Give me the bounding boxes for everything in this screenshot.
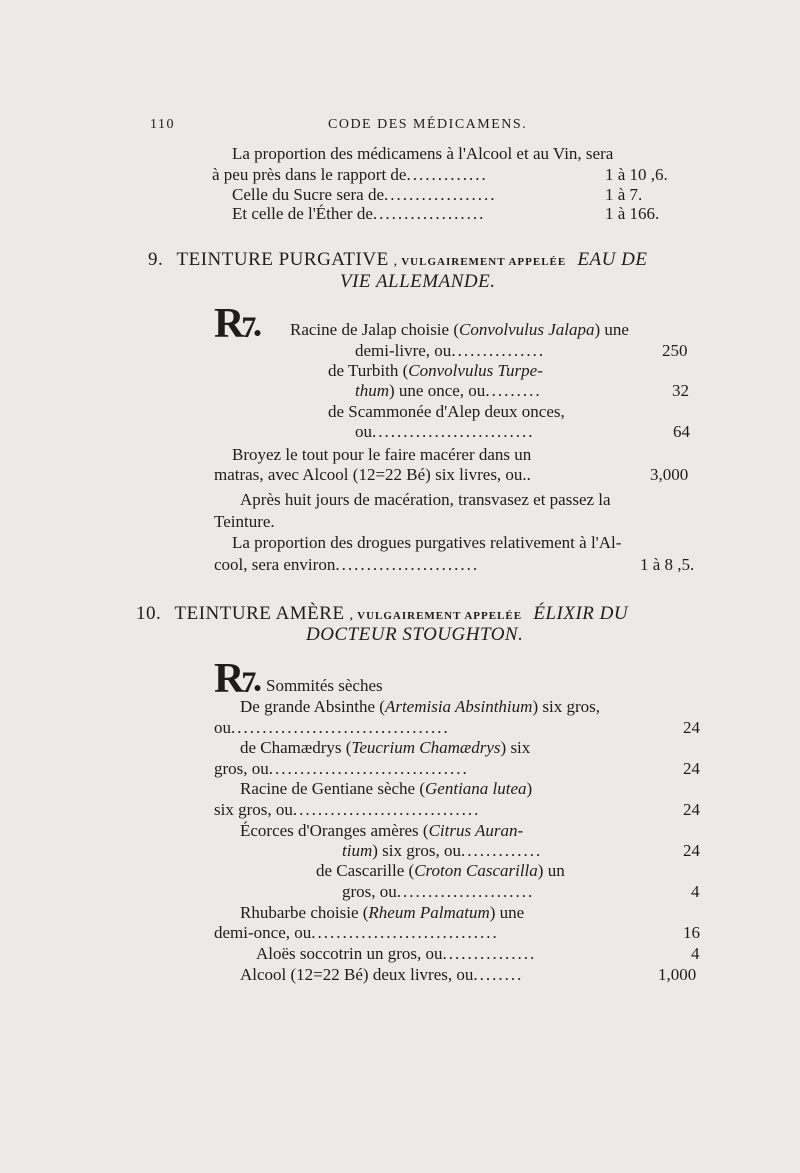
s10-line-4-value: 24 (683, 759, 700, 778)
section-9-title-italic-1: EAU DE (577, 249, 648, 270)
s9-item-5: de Scammonée d'Alep deux onces, (328, 402, 565, 421)
s10-line-14: Alcool (12=22 Bé) deux livres, ou........ (240, 965, 524, 984)
section-10-number: 10. (136, 603, 162, 624)
s9-item-3-latin: Convolvulus Turpe- (408, 361, 543, 380)
s10-line-13: Aloës soccotrin un gros, ou............... (256, 944, 537, 963)
section-10-title: TEINTURE AMÈRE (174, 603, 345, 624)
s10-line-14-text: Alcool (12=22 Bé) deux livres, ou (240, 965, 474, 984)
s10-line-6-value: 24 (683, 800, 700, 819)
s9-para-3-line-1: La proportion des drogues purgatives relativement à l'Al- (232, 533, 622, 552)
s9-item-2-text: demi-livre, ou (355, 341, 452, 360)
s10-line-1-latin: Artemisia Absinthium (384, 697, 533, 716)
section-9-title: TEINTURE PURGATIVE (176, 249, 389, 270)
s10-line-10-value: 4 (691, 882, 700, 901)
s9-para-3-value: 1 à 8 ,5. (640, 555, 695, 574)
s9-item-4-latin: thum (355, 381, 389, 400)
s9-para-1-line-2: matras, avec Alcool (12=22 Bé) six livres, ou.. (214, 465, 531, 484)
s10-line-8: tium) six gros, ou............. (342, 841, 543, 860)
s10-line-11-after: ) une (489, 903, 525, 922)
s9-item-1 (290, 320, 629, 340)
s10-line-3-text: de Chamædrys ( (240, 738, 352, 757)
recipe-symbol-10: R7● (214, 656, 259, 702)
s9-item-1-after: ) une (594, 320, 629, 339)
s10-line-6: six gros, ou.............................. (214, 800, 481, 819)
s10-line-8-latin: tium (342, 841, 373, 860)
intro-line-2-text: à peu près dans le rapport de (212, 165, 407, 184)
s10-line-5-after: ) (526, 779, 533, 798)
s9-para-3-line-2: cool, sera environ....................... (214, 555, 480, 574)
section-10-title-italic-2: DOCTEUR STOUGHTON. (306, 624, 524, 645)
s9-item-4-text: ) une once, ou (389, 381, 486, 400)
s9-item-6-text: ou (355, 422, 372, 441)
section-9-number: 9. (148, 249, 164, 270)
s10-line-1-text: De grande Absinthe ( (240, 697, 385, 716)
s10-line-12-value: 16 (683, 923, 700, 942)
s9-item-2-value: 250 (662, 341, 688, 360)
s9-para-1-value: 3,000 (650, 465, 689, 484)
s10-line-12: demi-once, ou.............................. (214, 923, 499, 942)
intro-line-2: à peu près dans le rapport de............. (212, 165, 488, 184)
s10-line-11-latin: Rheum Palmatum (368, 903, 490, 922)
s9-para-1-line-1: Broyez le tout pour le faire macérer dans un (232, 445, 532, 464)
s10-line-5-text: Racine de Gentiane sèche ( (240, 779, 426, 798)
s9-item-3 (328, 361, 543, 381)
s10-line-1 (240, 697, 600, 717)
s10-line-4: gros, ou................................ (214, 759, 469, 778)
section-9-connector: , VULGAIREMENT APPELÉE (393, 256, 567, 268)
s10-line-1-after: ) six gros, (532, 697, 600, 716)
s10-line-11 (240, 903, 524, 923)
section-10-heading (136, 604, 628, 626)
intro-line-2-value: 1 à 10 ,6. (605, 165, 668, 184)
s9-item-3-text: de Turbith ( (328, 361, 409, 380)
s10-line-3-latin: Teucrium Chamædrys (351, 738, 501, 757)
s9-item-6-value: 64 (673, 422, 690, 441)
s10-line-9-text: de Cascarille ( (316, 861, 415, 880)
s10-line-7 (240, 821, 523, 841)
s10-line-5 (240, 779, 532, 799)
s10-line-13-text: Aloës soccotrin un gros, ou (256, 944, 443, 963)
s10-line-9-after: ) un (537, 861, 565, 880)
section-9-heading (148, 250, 647, 272)
s10-line-3 (240, 738, 530, 758)
s10-line-5-latin: Gentiana lutea (425, 779, 527, 798)
s9-para-3-line-2-text: cool, sera environ (214, 555, 336, 574)
s10-line-8-value: 24 (683, 841, 700, 860)
intro-line-3-value: 1 à 7. (605, 185, 643, 204)
s10-line-10-text: gros, ou (342, 882, 397, 901)
s10-line-2-value: 24 (683, 718, 700, 737)
running-title: CODE DES MÉDICAMENS. (328, 117, 528, 132)
s10-line-7-text: Écorces d'Oranges amères ( (240, 821, 429, 840)
section-10-title-italic-1: ÉLIXIR DU (533, 603, 629, 624)
intro-line-4: Et celle de l'Éther de.................. (232, 204, 486, 223)
s9-para-2-line-1: Après huit jours de macération, transvasez et passez la (240, 490, 611, 509)
s9-item-1-text: Racine de Jalap choisie ( (290, 320, 459, 339)
s10-line-8-text: ) six gros, ou (372, 841, 462, 860)
s9-item-4-value: 32 (672, 381, 689, 400)
intro-line-4-value: 1 à 166. (605, 204, 660, 223)
s9-para-2-line-2: Teinture. (214, 512, 275, 531)
s10-line-6-text: six gros, ou (214, 800, 293, 819)
s9-item-2: demi-livre, ou............... (355, 341, 546, 360)
s10-line-14-value: 1,000 (658, 965, 697, 984)
recipe-symbol-9: R7● (214, 301, 259, 347)
section-10-connector: , VULGAIREMENT APPELÉE (349, 610, 523, 622)
intro-line-3-text: Celle du Sucre sera de (232, 185, 384, 204)
s10-line-9 (316, 861, 565, 881)
intro-line-3: Celle du Sucre sera de.................. (232, 185, 497, 204)
s10-line-3-after: ) six (500, 738, 531, 757)
intro-line-4-text: Et celle de l'Éther de (232, 204, 373, 223)
s10-line-11-text: Rhubarbe choisie ( (240, 903, 369, 922)
s10-line-12-text: demi-once, ou (214, 923, 312, 942)
page-number: 110 (150, 117, 175, 132)
s9-item-6: ou.......................... (355, 422, 535, 441)
s10-line-4-text: gros, ou (214, 759, 269, 778)
s10-head: Sommités sèches (266, 676, 383, 695)
s10-line-2-text: ou (214, 718, 231, 737)
s9-item-1-latin: Convolvulus Jalapa (459, 320, 595, 339)
intro-line-1: La proportion des médicamens à l'Alcool et au Vin, sera (232, 144, 614, 163)
s10-line-10: gros, ou...................... (342, 882, 535, 901)
s10-line-13-value: 4 (691, 944, 700, 963)
section-9-title-italic-2: VIE ALLEMANDE. (340, 271, 496, 292)
s9-item-4: thum) une once, ou......... (355, 381, 542, 400)
s10-line-7-latin: Citrus Auran- (428, 821, 524, 840)
s10-line-2: ou................................... (214, 718, 450, 737)
s10-line-9-latin: Croton Cascarilla (414, 861, 538, 880)
